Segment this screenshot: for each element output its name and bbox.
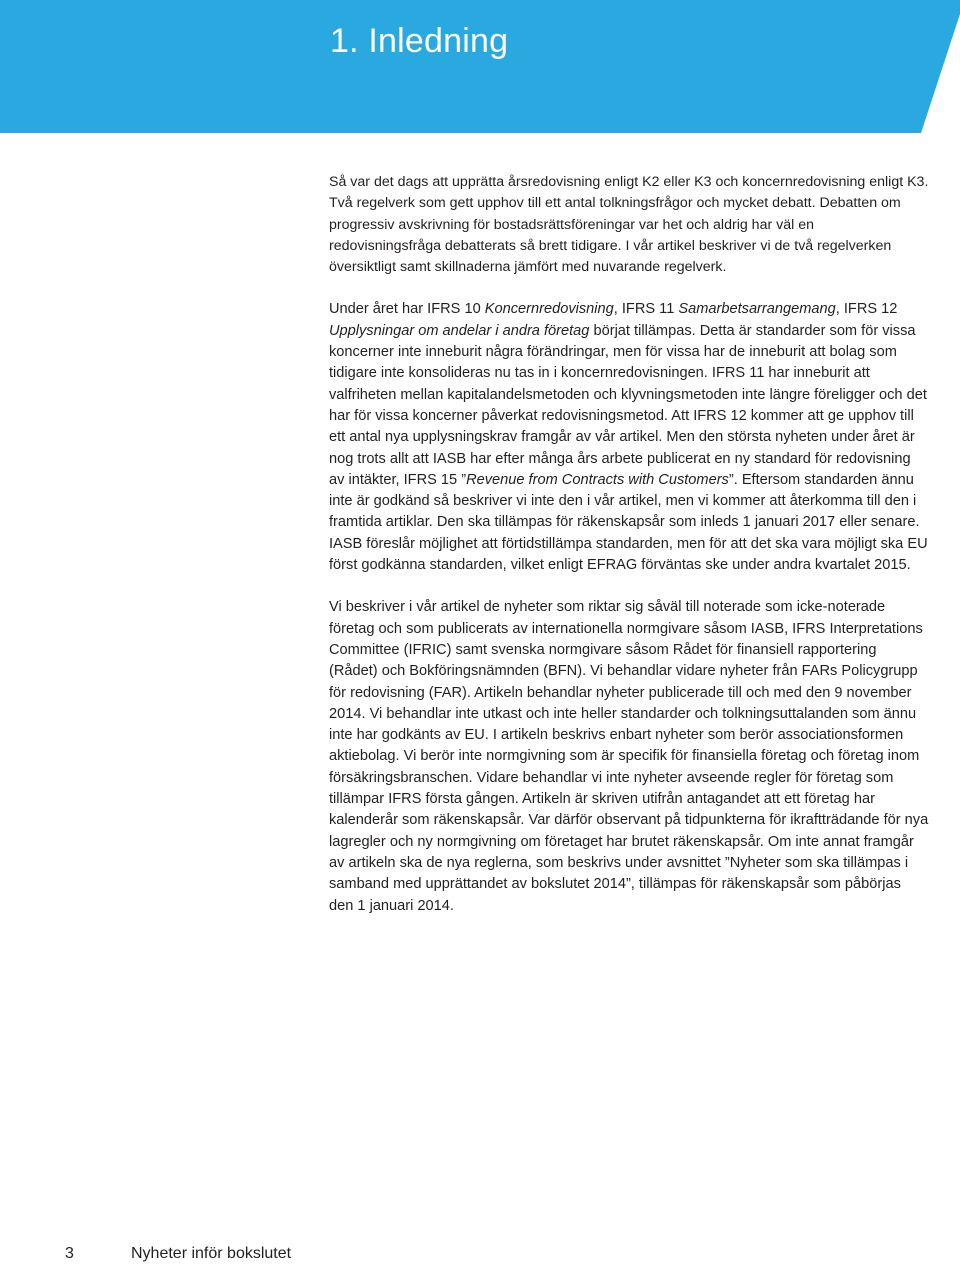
text-run: Under året har IFRS 10	[329, 301, 485, 318]
page-title: 1. Inledning	[330, 22, 509, 60]
publication-title: Nyheter inför bokslutet	[131, 1245, 292, 1262]
article-body	[329, 172, 929, 917]
text-run: ”. Eftersom standarden ännu inte är godkänd så beskriver vi inte den i vår artikel, men vi kommer att återkomma till den i framtida artiklar. Den ska tillämpas för räkenskapsår som inleds 1 januari 2017 eller senare. IASB föreslår möjlighet att förtidstillämpa standarden, men för att det ska vara möjligt ska EU först godkänna standarden, vilket enligt EFRAG förväntas ske under andra kvartalet 2015.	[329, 471, 928, 574]
banner-shape	[0, 0, 960, 133]
lead-paragraph: Så var det dags att upprätta årsredovisning enligt K2 eller K3 och koncernredovisning enligt K3. Två regelverk som gett upphov till ett antal tolkningsfrågor och mycket debatt. Debatten om progressiv avskrivning för bostadsrättsföreningar var het och aldrig har väl en redovisningsfråga debatterats så brett tidigare. I vår artikel beskriver vi de två regelverken översiktligt samt skillnaderna jämfört med nuvarande regelverk.	[329, 174, 929, 276]
italic-standard-name: Upplysningar om andelar i andra företag	[329, 322, 590, 339]
italic-standard-name: Samarbetsarrangemang	[678, 301, 836, 318]
page-number: 3	[65, 1245, 74, 1262]
italic-standard-name: Koncernredovisning	[484, 301, 614, 318]
page-footer	[0, 1245, 960, 1267]
text-run: börjat tillämpas. Detta är standarder som för vissa koncerner inte inneburit några förändringar, men för vissa har de inneburit att bolag som tidigare inte konsolideras nu tas in i koncernredovisningen. IFRS 11 har inneburit att valfriheten mellan kapitalandelsmetoden och klyvningsmetoden inte längre föreligger och det har för vissa koncerner påverkat redovisningsmetod. Att IFRS 12 kommer att ge upphov till ett antal nya upplysningskrav framgår av vår artikel. Men den största nyheten under året är nog trots allt att IASB har efter många års arbete publicerat en ny standard för redovisning av intäkter, IFRS 15 ”	[329, 322, 927, 488]
paragraph-ifrs-news	[329, 299, 929, 576]
paragraph-scope: Vi beskriver i vår artikel de nyheter som riktar sig såväl till noterade som icke-noterade företag och som publicerats av internationella normgivare såsom IASB, IFRS Interpretations Committee (IFRIC) samt svenska normgivare såsom Rådet för finansiell rapportering (Rådet) och Bokföringsnämnden (BFN). Vi behandlar vidare nyheter från FARs Policygrupp för redovisning (FAR). Artikeln behandlar nyheter publicerade till och med den 9 november 2014. Vi behandlar inte utkast och inte heller standarder och tolkningsuttalanden som ännu inte har godkänts av EU. I artikeln beskrivs enbart nyheter som berör associationsformen aktiebolag. Vi berör inte normgivning som är specifik för finansiella företag och företag inom försäkringsbranschen. Vidare behandlar vi inte nyheter avseende regler för företag som tillämpar IFRS första gången. Artikeln är skriven utifrån antagandet att ett företag har kalenderår som räkenskapsår. Var därför observant på tidpunkterna för ikraftträdande för nya lagregler och ny normgivning om företaget har brutet räkenskapsår. Om inte annat framgår av artikeln ska de nya reglerna, som beskrivs under avsnittet ”Nyheter som ska tillämpas i samband med upprättandet av bokslutet 2014”, tillämpas för räkenskapsår som påbörjas den 1 januari 2014.	[329, 599, 929, 914]
text-run: , IFRS 12	[835, 301, 898, 318]
header-banner	[0, 0, 960, 133]
italic-standard-name: Revenue from Contracts with Customers	[466, 471, 729, 488]
text-run: , IFRS 11	[613, 301, 679, 318]
